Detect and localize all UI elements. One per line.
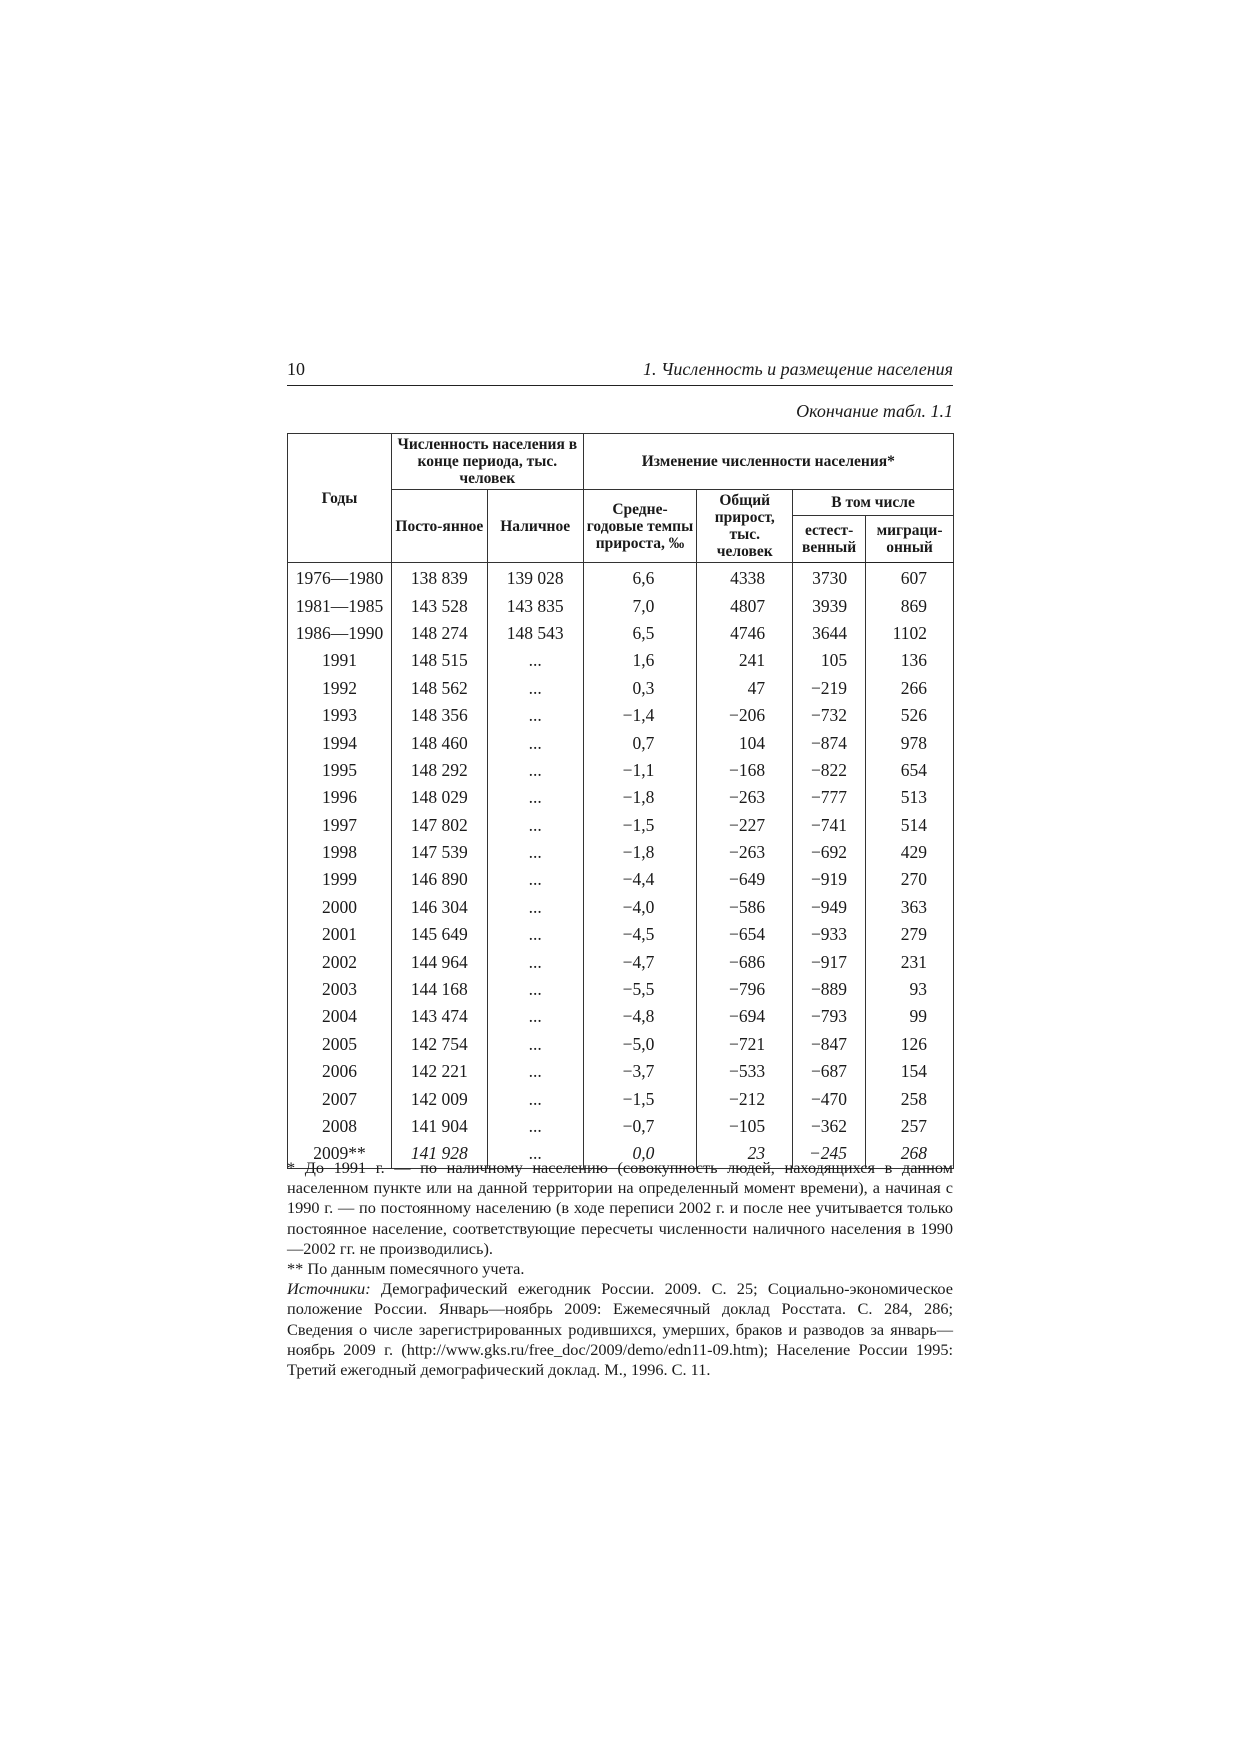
cell-total-growth: −694 xyxy=(697,1003,793,1030)
cell-permanent: 138 839 xyxy=(391,563,487,593)
cell-natural: 105 xyxy=(793,647,866,674)
cell-present: ... xyxy=(487,1031,583,1058)
table-row xyxy=(288,976,954,1003)
cell-year: 1992 xyxy=(288,675,392,702)
cell-avg-rate: −5,5 xyxy=(583,976,697,1003)
cell-migration: 978 xyxy=(866,729,954,756)
cell-year: 2006 xyxy=(288,1058,392,1085)
table-caption: Окончание табл. 1.1 xyxy=(796,401,953,421)
table-row xyxy=(288,1003,954,1030)
cell-year: 1993 xyxy=(288,702,392,729)
cell-avg-rate: −0,7 xyxy=(583,1113,697,1140)
cell-present: ... xyxy=(487,647,583,674)
cell-present: ... xyxy=(487,921,583,948)
table-row xyxy=(288,894,954,921)
cell-natural: −874 xyxy=(793,729,866,756)
cell-year: 1996 xyxy=(288,784,392,811)
cell-present: 148 543 xyxy=(487,620,583,647)
cell-year: 1986—1990 xyxy=(288,620,392,647)
cell-total-growth: −212 xyxy=(697,1085,793,1112)
header-migration: миграци-онный xyxy=(866,516,954,563)
cell-permanent: 143 528 xyxy=(391,592,487,619)
cell-avg-rate: 0,7 xyxy=(583,729,697,756)
cell-migration: 136 xyxy=(866,647,954,674)
footnote-1: * До 1991 г. — по наличному населению (совокупность людей, находящихся в данном населенном пункте или на данной территории на определенный момент времени), а начиная с 1990 г. — по постоянному населению (в ходе переписи 2002 г. и после нее учитывается только постоянное население, соответствующие пересчеты численности наличного населения в 1990—2002 гг. не производились). xyxy=(287,1158,953,1258)
cell-total-growth: −533 xyxy=(697,1058,793,1085)
cell-year: 2005 xyxy=(288,1031,392,1058)
cell-total-growth: −686 xyxy=(697,948,793,975)
cell-total-growth: −654 xyxy=(697,921,793,948)
cell-avg-rate: 6,6 xyxy=(583,563,697,593)
cell-total-growth: −105 xyxy=(697,1113,793,1140)
cell-natural: 3730 xyxy=(793,563,866,593)
cell-present: ... xyxy=(487,839,583,866)
cell-permanent: 147 539 xyxy=(391,839,487,866)
cell-present: ... xyxy=(487,894,583,921)
cell-total-growth: 104 xyxy=(697,729,793,756)
cell-migration: 266 xyxy=(866,675,954,702)
cell-permanent: 144 964 xyxy=(391,948,487,975)
cell-year: 2009** xyxy=(288,1140,392,1168)
cell-migration: 279 xyxy=(866,921,954,948)
cell-migration: 526 xyxy=(866,702,954,729)
header-including: В том числе xyxy=(793,490,954,516)
cell-total-growth: −586 xyxy=(697,894,793,921)
cell-avg-rate: −1,4 xyxy=(583,702,697,729)
cell-total-growth: −649 xyxy=(697,866,793,893)
cell-natural: −362 xyxy=(793,1113,866,1140)
cell-migration: 126 xyxy=(866,1031,954,1058)
cell-natural: −732 xyxy=(793,702,866,729)
cell-permanent: 142 221 xyxy=(391,1058,487,1085)
cell-year: 1976—1980 xyxy=(288,563,392,593)
cell-migration: 257 xyxy=(866,1113,954,1140)
table-row xyxy=(288,729,954,756)
cell-migration: 99 xyxy=(866,1003,954,1030)
population-table xyxy=(287,433,954,1169)
cell-natural: −219 xyxy=(793,675,866,702)
cell-total-growth: −263 xyxy=(697,784,793,811)
cell-total-growth: 4338 xyxy=(697,563,793,593)
cell-present: ... xyxy=(487,1113,583,1140)
cell-year: 1998 xyxy=(288,839,392,866)
cell-avg-rate: −1,8 xyxy=(583,784,697,811)
cell-natural: −949 xyxy=(793,894,866,921)
cell-natural: −933 xyxy=(793,921,866,948)
table-row xyxy=(288,948,954,975)
header-total-growth: Общий прирост, тыс. человек xyxy=(697,490,793,563)
cell-present: 143 835 xyxy=(487,592,583,619)
cell-total-growth: −796 xyxy=(697,976,793,1003)
cell-migration: 869 xyxy=(866,592,954,619)
cell-year: 2007 xyxy=(288,1085,392,1112)
cell-present: ... xyxy=(487,702,583,729)
cell-total-growth: −263 xyxy=(697,839,793,866)
cell-natural: −847 xyxy=(793,1031,866,1058)
cell-year: 2002 xyxy=(288,948,392,975)
header-natural: естест-венный xyxy=(793,516,866,563)
cell-natural: −822 xyxy=(793,757,866,784)
cell-present: ... xyxy=(487,757,583,784)
table-row xyxy=(288,757,954,784)
cell-year: 2003 xyxy=(288,976,392,1003)
page-number: 10 xyxy=(287,359,305,379)
cell-year: 1997 xyxy=(288,812,392,839)
table-row xyxy=(288,702,954,729)
cell-migration: 1102 xyxy=(866,620,954,647)
table-row xyxy=(288,839,954,866)
cell-migration: 154 xyxy=(866,1058,954,1085)
cell-natural: −793 xyxy=(793,1003,866,1030)
cell-natural: −917 xyxy=(793,948,866,975)
cell-avg-rate: −5,0 xyxy=(583,1031,697,1058)
table-row xyxy=(288,1085,954,1112)
footnote-2: ** По данным помесячного учета. xyxy=(287,1259,525,1279)
cell-present: ... xyxy=(487,1085,583,1112)
cell-avg-rate: −1,8 xyxy=(583,839,697,866)
cell-avg-rate: 0,3 xyxy=(583,675,697,702)
cell-year: 1999 xyxy=(288,866,392,893)
footnotes xyxy=(287,1158,953,1380)
cell-permanent: 144 168 xyxy=(391,976,487,1003)
page-header xyxy=(287,357,953,386)
cell-avg-rate: 7,0 xyxy=(583,592,697,619)
cell-natural: 3644 xyxy=(793,620,866,647)
sources-text: Демографический ежегодник России. 2009. С. 25; Социально-экономическое положение России. Январь—ноябрь 2009: Ежемесячный доклад Росстата. С. 284, 286; Сведения о числе зарегистрированных родившихся, умерших, браков и разводов за январь—ноябрь 2009 г. (http://www.gks.ru/free_doc/2009/demo/edn11-09.htm); Население России 1995: Третий ежегодный демографический доклад. М., 1996. С. 11. xyxy=(287,1279,953,1380)
cell-present: 139 028 xyxy=(487,563,583,593)
header-avg-rate: Средне-годовые темпы прироста, ‰ xyxy=(583,490,697,563)
cell-present: ... xyxy=(487,976,583,1003)
running-title: 1. Численность и размещение населения xyxy=(642,359,953,379)
cell-total-growth: 47 xyxy=(697,675,793,702)
cell-permanent: 142 754 xyxy=(391,1031,487,1058)
cell-natural: −692 xyxy=(793,839,866,866)
cell-present: ... xyxy=(487,1058,583,1085)
cell-permanent: 148 562 xyxy=(391,675,487,702)
cell-migration: 231 xyxy=(866,948,954,975)
cell-year: 2000 xyxy=(288,894,392,921)
table-row xyxy=(288,563,954,593)
cell-permanent: 145 649 xyxy=(391,921,487,948)
cell-migration: 654 xyxy=(866,757,954,784)
table-row xyxy=(288,866,954,893)
sources-note xyxy=(287,1279,953,1380)
cell-migration: 270 xyxy=(866,866,954,893)
cell-permanent: 148 292 xyxy=(391,757,487,784)
table-row xyxy=(288,812,954,839)
table-row xyxy=(288,647,954,674)
header-population-group: Численность населения в конце периода, тыс. человек xyxy=(391,434,583,490)
table-row xyxy=(288,1031,954,1058)
cell-present: ... xyxy=(487,675,583,702)
cell-year: 1994 xyxy=(288,729,392,756)
cell-avg-rate: −4,4 xyxy=(583,866,697,893)
cell-present: ... xyxy=(487,1003,583,1030)
cell-natural: −245 xyxy=(793,1140,866,1168)
cell-total-growth: 241 xyxy=(697,647,793,674)
cell-permanent: 148 356 xyxy=(391,702,487,729)
cell-avg-rate: −1,5 xyxy=(583,1085,697,1112)
cell-present: ... xyxy=(487,729,583,756)
cell-year: 1981—1985 xyxy=(288,592,392,619)
cell-avg-rate: 6,5 xyxy=(583,620,697,647)
cell-migration: 607 xyxy=(866,563,954,593)
header-change-group: Изменение численности населения* xyxy=(583,434,953,490)
cell-permanent: 141 928 xyxy=(391,1140,487,1168)
cell-permanent: 141 904 xyxy=(391,1113,487,1140)
cell-present: ... xyxy=(487,1140,583,1168)
cell-present: ... xyxy=(487,812,583,839)
cell-total-growth: −721 xyxy=(697,1031,793,1058)
cell-total-growth: 4807 xyxy=(697,592,793,619)
cell-avg-rate: −4,7 xyxy=(583,948,697,975)
cell-total-growth: −206 xyxy=(697,702,793,729)
cell-natural: −889 xyxy=(793,976,866,1003)
cell-permanent: 148 460 xyxy=(391,729,487,756)
cell-avg-rate: −1,1 xyxy=(583,757,697,784)
table-body xyxy=(288,563,954,1169)
cell-avg-rate: 0,0 xyxy=(583,1140,697,1168)
cell-natural: −470 xyxy=(793,1085,866,1112)
cell-permanent: 148 274 xyxy=(391,620,487,647)
cell-total-growth: 23 xyxy=(697,1140,793,1168)
cell-year: 2008 xyxy=(288,1113,392,1140)
cell-present: ... xyxy=(487,866,583,893)
cell-year: 1995 xyxy=(288,757,392,784)
cell-natural: −741 xyxy=(793,812,866,839)
cell-total-growth: 4746 xyxy=(697,620,793,647)
cell-migration: 429 xyxy=(866,839,954,866)
cell-avg-rate: −4,5 xyxy=(583,921,697,948)
cell-natural: −687 xyxy=(793,1058,866,1085)
cell-year: 2001 xyxy=(288,921,392,948)
header-years: Годы xyxy=(288,434,392,563)
cell-permanent: 147 802 xyxy=(391,812,487,839)
cell-present: ... xyxy=(487,948,583,975)
cell-year: 2004 xyxy=(288,1003,392,1030)
cell-permanent: 143 474 xyxy=(391,1003,487,1030)
cell-permanent: 146 304 xyxy=(391,894,487,921)
table-row xyxy=(288,620,954,647)
cell-avg-rate: −1,5 xyxy=(583,812,697,839)
cell-migration: 258 xyxy=(866,1085,954,1112)
cell-natural: −777 xyxy=(793,784,866,811)
cell-present: ... xyxy=(487,784,583,811)
table-row xyxy=(288,784,954,811)
cell-permanent: 148 515 xyxy=(391,647,487,674)
header-permanent: Посто-янное xyxy=(391,490,487,563)
cell-avg-rate: −3,7 xyxy=(583,1058,697,1085)
table-row xyxy=(288,1113,954,1140)
cell-migration: 93 xyxy=(866,976,954,1003)
cell-avg-rate: −4,0 xyxy=(583,894,697,921)
cell-permanent: 142 009 xyxy=(391,1085,487,1112)
cell-natural: 3939 xyxy=(793,592,866,619)
cell-migration: 513 xyxy=(866,784,954,811)
cell-natural: −919 xyxy=(793,866,866,893)
cell-avg-rate: 1,6 xyxy=(583,647,697,674)
table-row xyxy=(288,592,954,619)
cell-year: 1991 xyxy=(288,647,392,674)
cell-migration: 363 xyxy=(866,894,954,921)
cell-permanent: 146 890 xyxy=(391,866,487,893)
header-present: Наличное xyxy=(487,490,583,563)
table-row xyxy=(288,921,954,948)
cell-total-growth: −227 xyxy=(697,812,793,839)
table-row xyxy=(288,675,954,702)
cell-avg-rate: −4,8 xyxy=(583,1003,697,1030)
sources-label: Источники: xyxy=(287,1279,371,1299)
cell-permanent: 148 029 xyxy=(391,784,487,811)
cell-total-growth: −168 xyxy=(697,757,793,784)
table-row xyxy=(288,1058,954,1085)
cell-migration: 268 xyxy=(866,1140,954,1168)
cell-migration: 514 xyxy=(866,812,954,839)
